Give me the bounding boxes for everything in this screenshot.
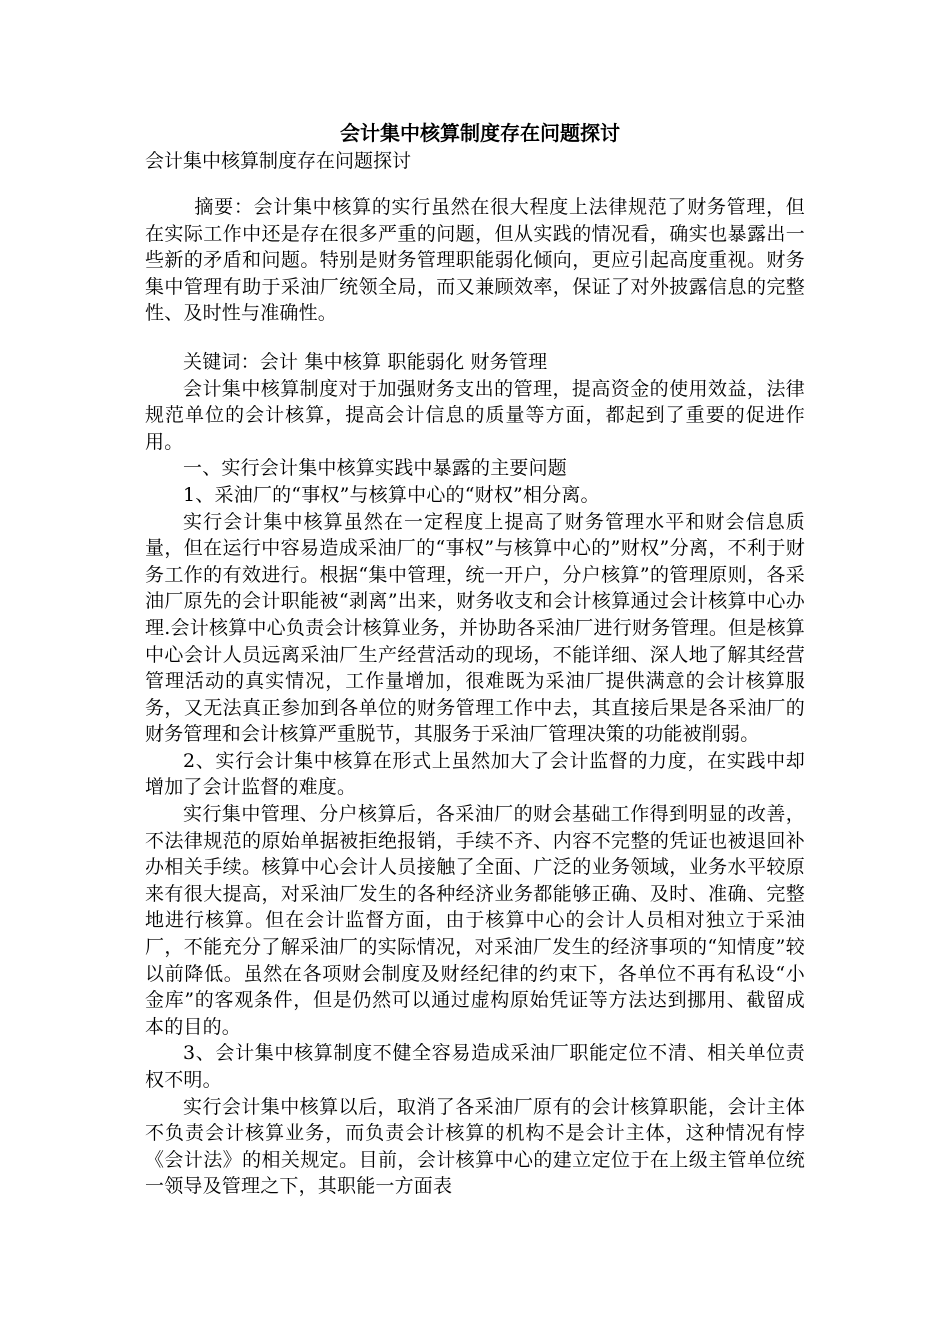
document-page <box>145 118 805 1200</box>
document-subtitle: 会计集中核算制度存在问题探讨 <box>145 150 412 172</box>
subsection-heading: 1、采油厂的“事权”与核算中心的“财权”相分离。 <box>183 483 600 506</box>
subsection-heading: 3、会计集中核算制度不健全容易造成采油厂职能定位不清、相关单位责权不明。 <box>145 1042 805 1091</box>
abstract-paragraph: 摘要：会计集中核算的实行虽然在很大程度上法律规范了财务管理，但在实际工作中还是存在很多严重的问题，但从实践的情况看，确实也暴露出一些新的矛盾和问题。特别是财务管理职能弱化倾向，更应引起高度重视。财务集中管理有助于采油厂统领全局，而又兼顾效率，保证了对外披露信息的完整性、及时性与准确性。 <box>145 196 805 325</box>
body-paragraph: 会计集中核算制度对于加强财务支出的管理，提高资金的使用效益，法律规范单位的会计核算，提高会计信息的质量等方面，都起到了重要的促进作用。 <box>145 377 805 453</box>
body-paragraph: 实行会计集中核算以后，取消了各采油厂原有的会计核算职能，会计主体不负责会计核算业务，而负责会计核算的机构不是会计主体，这种情况有悖《会计法》的相关规定。目前，会计核算中心的建立定位于在上级主管单位统一领导及管理之下，其职能一方面表 <box>145 1095 805 1198</box>
body-paragraph: 实行会计集中核算虽然在一定程度上提高了财务管理水平和财会信息质量，但在运行中容易造成采油厂的“事权”与核算中心的”财权”分离，不利于财务工作的有效进行。根据“集中管理，统一开户，分户核算”的管理原则，各采油厂原先的会计职能被“剥离”出来，财务收支和会计核算通过会计核算中心办理.会计核算中心负责会计核算业务，并协助各采油厂进行财务管理。但是核算中心会计人员远离采油厂生产经营活动的现场，不能详细、深人地了解其经营管理活动的真实情况，工作量增加，很难既为采油厂提供满意的会计核算服务，又无法真正参加到各单位的财务管理工作中去，其直接后果是各采油厂的财务管理和会计核算严重脱节，其服务于采油厂管理决策的功能被削弱。 <box>145 510 805 746</box>
section-heading: 一、实行会计集中核算实践中暴露的主要问题 <box>183 457 568 480</box>
keywords-line: 关键词：会计 集中核算 职能弱化 财务管理 <box>183 350 548 373</box>
body-paragraph: 实行集中管理、分户核算后，各采油厂的财会基础工作得到明显的改善，不法律规范的原始单据被拒绝报销，手续不齐、内容不完整的凭证也被退回补办相关手续。核算中心会计人员接触了全面、广泛的业务领域，业务水平较原来有很大提高，对采油厂发生的各种经济业务都能够正确、及时、准确、完整地进行核算。但在会计监督方面，由于核算中心的会计人员相对独立于采油厂，不能充分了解采油厂的实际情况，对采油厂发生的经济事项的“知情度”较以前降低。虽然在各项财会制度及财经纪律的约束下，各单位不再有私设“小金库”的客观条件，但是仍然可以通过虚构原始凭证等方法达到挪用、截留成本的目的。 <box>145 803 805 1038</box>
document-title: 会计集中核算制度存在问题探讨 <box>340 121 620 145</box>
subsection-heading: 2、实行会计集中核算在形式上虽然加大了会计监督的力度，在实践中却增加了会计监督的难度。 <box>145 749 805 799</box>
